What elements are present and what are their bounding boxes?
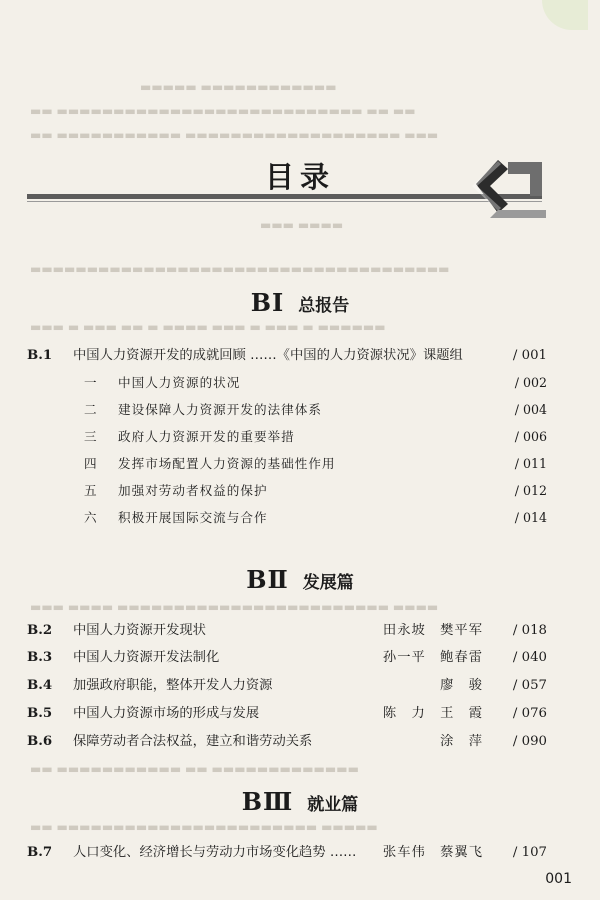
section-heading-3 [0, 787, 600, 816]
section-label: 总报告 [298, 296, 350, 316]
bleed-through-text: ▬▬▬▬▬▬▬▬▬▬▬▬▬▬▬▬▬▬▬▬▬▬▬▬▬▬▬▬▬▬▬▬▬▬▬▬▬ [30, 262, 450, 276]
subentry-number: 二 [84, 402, 97, 417]
toc-entry[interactable] [27, 647, 547, 669]
entry-author: 涂 萍 [440, 734, 483, 749]
subentry-title: 政府人力资源开发的重要举措 [118, 429, 295, 444]
bleed-through-text: ▬▬ ▬▬▬▬▬▬▬▬▬▬▬ ▬▬▬▬▬▬▬▬▬▬▬▬▬▬▬▬▬▬▬ ▬▬▬ [30, 128, 439, 142]
entry-code: B.4 [27, 678, 53, 693]
toc-entry[interactable] [27, 345, 547, 367]
bleed-through-text: ▬▬▬▬▬ ▬▬▬▬▬▬▬▬▬▬▬▬ [140, 80, 337, 94]
corner-decoration [542, 0, 588, 30]
entry-title: 加强政府职能，整体开发人力资源 [73, 678, 273, 693]
toc-subentry[interactable] [84, 507, 547, 529]
entry-title: 中国人力资源开发的成就回顾 ……《中国的人力资源状况》课题组 [73, 348, 463, 363]
subentry-title: 建设保障人力资源开发的法律体系 [118, 402, 322, 417]
subentry-title: 中国人力资源的状况 [118, 375, 241, 390]
entry-title: 中国人力资源开发法制化 [73, 650, 220, 665]
subentry-number: 三 [84, 429, 97, 444]
entry-code: B.5 [27, 706, 53, 721]
entry-code: B.1 [27, 348, 53, 363]
entry-author: 陈 力 王 霞 [382, 706, 483, 721]
toc-entry[interactable] [27, 731, 547, 753]
section-roman: BⅢ [241, 787, 294, 816]
chapter-logo-icon [468, 156, 546, 218]
entry-code: B.7 [27, 845, 53, 860]
entry-page: / 090 [512, 734, 547, 749]
page-number: 001 [545, 871, 572, 887]
toc-subentry[interactable] [84, 426, 547, 448]
toc-subentry[interactable] [84, 480, 547, 502]
subentry-number: 四 [84, 456, 97, 471]
entry-code: B.2 [27, 623, 53, 638]
subentry-page: / 006 [514, 429, 547, 444]
entry-author: 廖 骏 [440, 678, 483, 693]
toc-subentry[interactable] [84, 372, 547, 394]
section-roman: BⅠ [250, 288, 285, 317]
subentry-page: / 014 [514, 510, 547, 525]
subentry-number: 六 [84, 510, 97, 525]
toc-entry[interactable] [27, 842, 547, 864]
bleed-through-text: ▬▬▬ ▬▬▬▬ [260, 218, 344, 232]
section-roman: BⅡ [246, 565, 289, 594]
subentry-page: / 012 [514, 483, 547, 498]
toc-subentry[interactable] [84, 399, 547, 421]
entry-page: / 001 [512, 348, 547, 363]
subentry-page: / 011 [514, 456, 547, 471]
toc-entry[interactable] [27, 703, 547, 725]
entry-title: 中国人力资源市场的形成与发展 [73, 706, 260, 721]
bleed-through-text: ▬▬▬ ▬ ▬▬▬ ▬▬ ▬ ▬▬▬▬ ▬▬▬ ▬ ▬▬▬ ▬ ▬▬▬▬▬▬ [30, 320, 386, 334]
title-rule [27, 194, 542, 199]
subentry-title: 加强对劳动者权益的保护 [118, 483, 268, 498]
entry-author: 田永坡 樊平军 [382, 623, 483, 638]
entry-page: / 040 [512, 650, 547, 665]
entry-author: 孙一平 鲍春雷 [382, 650, 483, 665]
section-heading-2 [0, 565, 600, 594]
section-label: 就业篇 [307, 795, 359, 815]
section-label: 发展篇 [302, 573, 354, 593]
subentry-page: / 002 [514, 375, 547, 390]
entry-title: 人口变化、经济增长与劳动力市场变化趋势 …… [73, 845, 357, 860]
page-title: 目录 [264, 160, 335, 194]
entry-title: 中国人力资源开发现状 [73, 623, 206, 638]
subentry-title: 积极开展国际交流与合作 [118, 510, 268, 525]
entry-code: B.6 [27, 734, 53, 749]
subentry-page: / 004 [514, 402, 547, 417]
subentry-number: 一 [84, 375, 97, 390]
toc-entry[interactable] [27, 675, 547, 697]
title-rule-thin [27, 201, 542, 202]
entry-page: / 057 [512, 678, 547, 693]
entry-code: B.3 [27, 650, 53, 665]
entry-page: / 076 [512, 706, 547, 721]
bleed-through-text: ▬▬ ▬▬▬▬▬▬▬▬▬▬▬▬▬▬▬▬▬▬▬▬▬▬▬ ▬▬▬▬▬ [30, 820, 378, 834]
bleed-through-text: ▬▬▬ ▬▬▬▬ ▬▬▬▬▬▬▬▬▬▬▬▬▬▬▬▬▬▬▬▬▬▬▬▬ ▬▬▬▬ [30, 600, 439, 614]
entry-author: 张车伟 蔡翼飞 [382, 845, 483, 860]
bleed-through-text: ▬▬ ▬▬▬▬▬▬▬▬▬▬▬ ▬▬ ▬▬▬▬▬▬▬▬▬▬▬▬▬ [30, 762, 359, 776]
section-heading-1 [0, 288, 600, 317]
toc-entry[interactable] [27, 620, 547, 642]
subentry-number: 五 [84, 483, 97, 498]
toc-subentry[interactable] [84, 453, 547, 475]
entry-page: / 018 [512, 623, 547, 638]
entry-page: / 107 [512, 845, 547, 860]
subentry-title: 发挥市场配置人力资源的基础性作用 [118, 456, 336, 471]
bleed-through-text: ▬▬ ▬▬▬▬▬▬▬▬▬▬▬▬▬▬▬▬▬▬▬▬▬▬▬▬▬▬▬ ▬▬ ▬▬ [30, 104, 416, 118]
entry-title: 保障劳动者合法权益，建立和谐劳动关系 [73, 734, 313, 749]
